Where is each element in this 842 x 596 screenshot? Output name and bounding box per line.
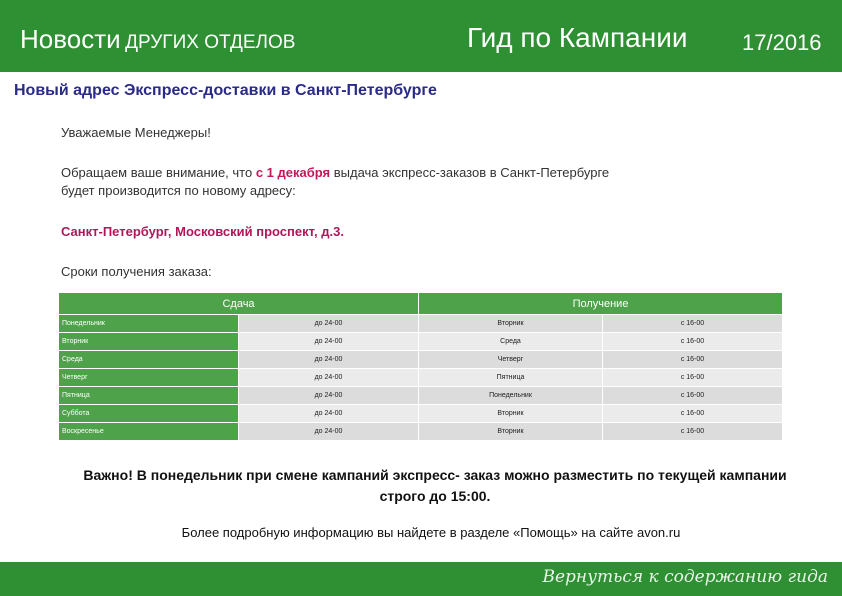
- body-text-end: выдача экспресс-заказов в Санкт-Петербурге: [330, 165, 610, 180]
- dropoff-time: до 24-00: [239, 423, 419, 441]
- table-row: [59, 351, 783, 369]
- table-row: [59, 333, 783, 351]
- pickup-day: Четверг: [419, 351, 603, 369]
- pickup-day: Пятница: [419, 369, 603, 387]
- more-info-text: Более подробную информацию вы найдете в разделе «Помощь» на сайте avon.ru: [181, 525, 681, 540]
- dropoff-time: до 24-00: [239, 405, 419, 423]
- pickup-day: Понедельник: [419, 387, 603, 405]
- section-title: [20, 24, 295, 55]
- important-notice: Важно! В понедельник при смене кампаний экспресс- заказ можно разместить по текущей кампании строго до 15:00.: [83, 467, 787, 504]
- dropoff-day: Воскресенье: [59, 423, 239, 441]
- pickup-day: Вторник: [419, 423, 603, 441]
- header-banner: [0, 0, 842, 72]
- pickup-time: с 16-00: [603, 333, 783, 351]
- dropoff-day: Суббота: [59, 405, 239, 423]
- dropoff-time: до 24-00: [239, 351, 419, 369]
- dropoff-time: до 24-00: [239, 369, 419, 387]
- pickup-time: с 16-00: [603, 369, 783, 387]
- pickup-time: с 16-00: [603, 423, 783, 441]
- table-row: [59, 369, 783, 387]
- schedule-header-row: [59, 293, 783, 315]
- table-row: [59, 423, 783, 441]
- pickup-time: с 16-00: [603, 405, 783, 423]
- issue-number: 17/2016: [742, 30, 822, 55]
- pickup-time: с 16-00: [603, 387, 783, 405]
- dropoff-day: Четверг: [59, 369, 239, 387]
- brochure-title: Гид по Кампании: [467, 22, 688, 53]
- table-row: [59, 387, 783, 405]
- schedule-intro: Сроки получения заказа:: [61, 264, 212, 279]
- greeting: Уважаемые Менеджеры!: [61, 125, 211, 140]
- table-row: [59, 405, 783, 423]
- section-title-rest: ДРУГИХ ОТДЕЛОВ: [125, 32, 296, 53]
- new-address: Санкт-Петербург, Московский проспект, д.3.: [61, 224, 344, 239]
- table-row: [59, 315, 783, 333]
- date-highlight: с 1 декабря: [255, 165, 331, 180]
- pickup-time: с 16-00: [603, 315, 783, 333]
- header-dropoff: Сдача: [59, 293, 419, 315]
- body-paragraph: [61, 164, 609, 200]
- body-text-line2: будет производится по новому адресу:: [61, 183, 296, 198]
- footer-bar: [0, 562, 842, 596]
- pickup-day: Вторник: [419, 405, 603, 423]
- dropoff-day: Среда: [59, 351, 239, 369]
- body-text-start: Обращаем ваше внимание, что: [61, 165, 256, 180]
- header-pickup: Получение: [419, 293, 783, 315]
- article-title: Новый адрес Экспресс-доставки в Санкт-Петербурге: [14, 82, 437, 99]
- back-to-contents-link[interactable]: Вернуться к содержанию гида: [542, 567, 828, 587]
- section-title-main: Новости: [20, 24, 121, 54]
- dropoff-day: Вторник: [59, 333, 239, 351]
- pickup-day: Вторник: [419, 315, 603, 333]
- pickup-day: Среда: [419, 333, 603, 351]
- pickup-time: с 16-00: [603, 351, 783, 369]
- schedule-table: [58, 292, 783, 441]
- dropoff-day: Пятница: [59, 387, 239, 405]
- dropoff-day: Понедельник: [59, 315, 239, 333]
- dropoff-time: до 24-00: [239, 315, 419, 333]
- dropoff-time: до 24-00: [239, 387, 419, 405]
- dropoff-time: до 24-00: [239, 333, 419, 351]
